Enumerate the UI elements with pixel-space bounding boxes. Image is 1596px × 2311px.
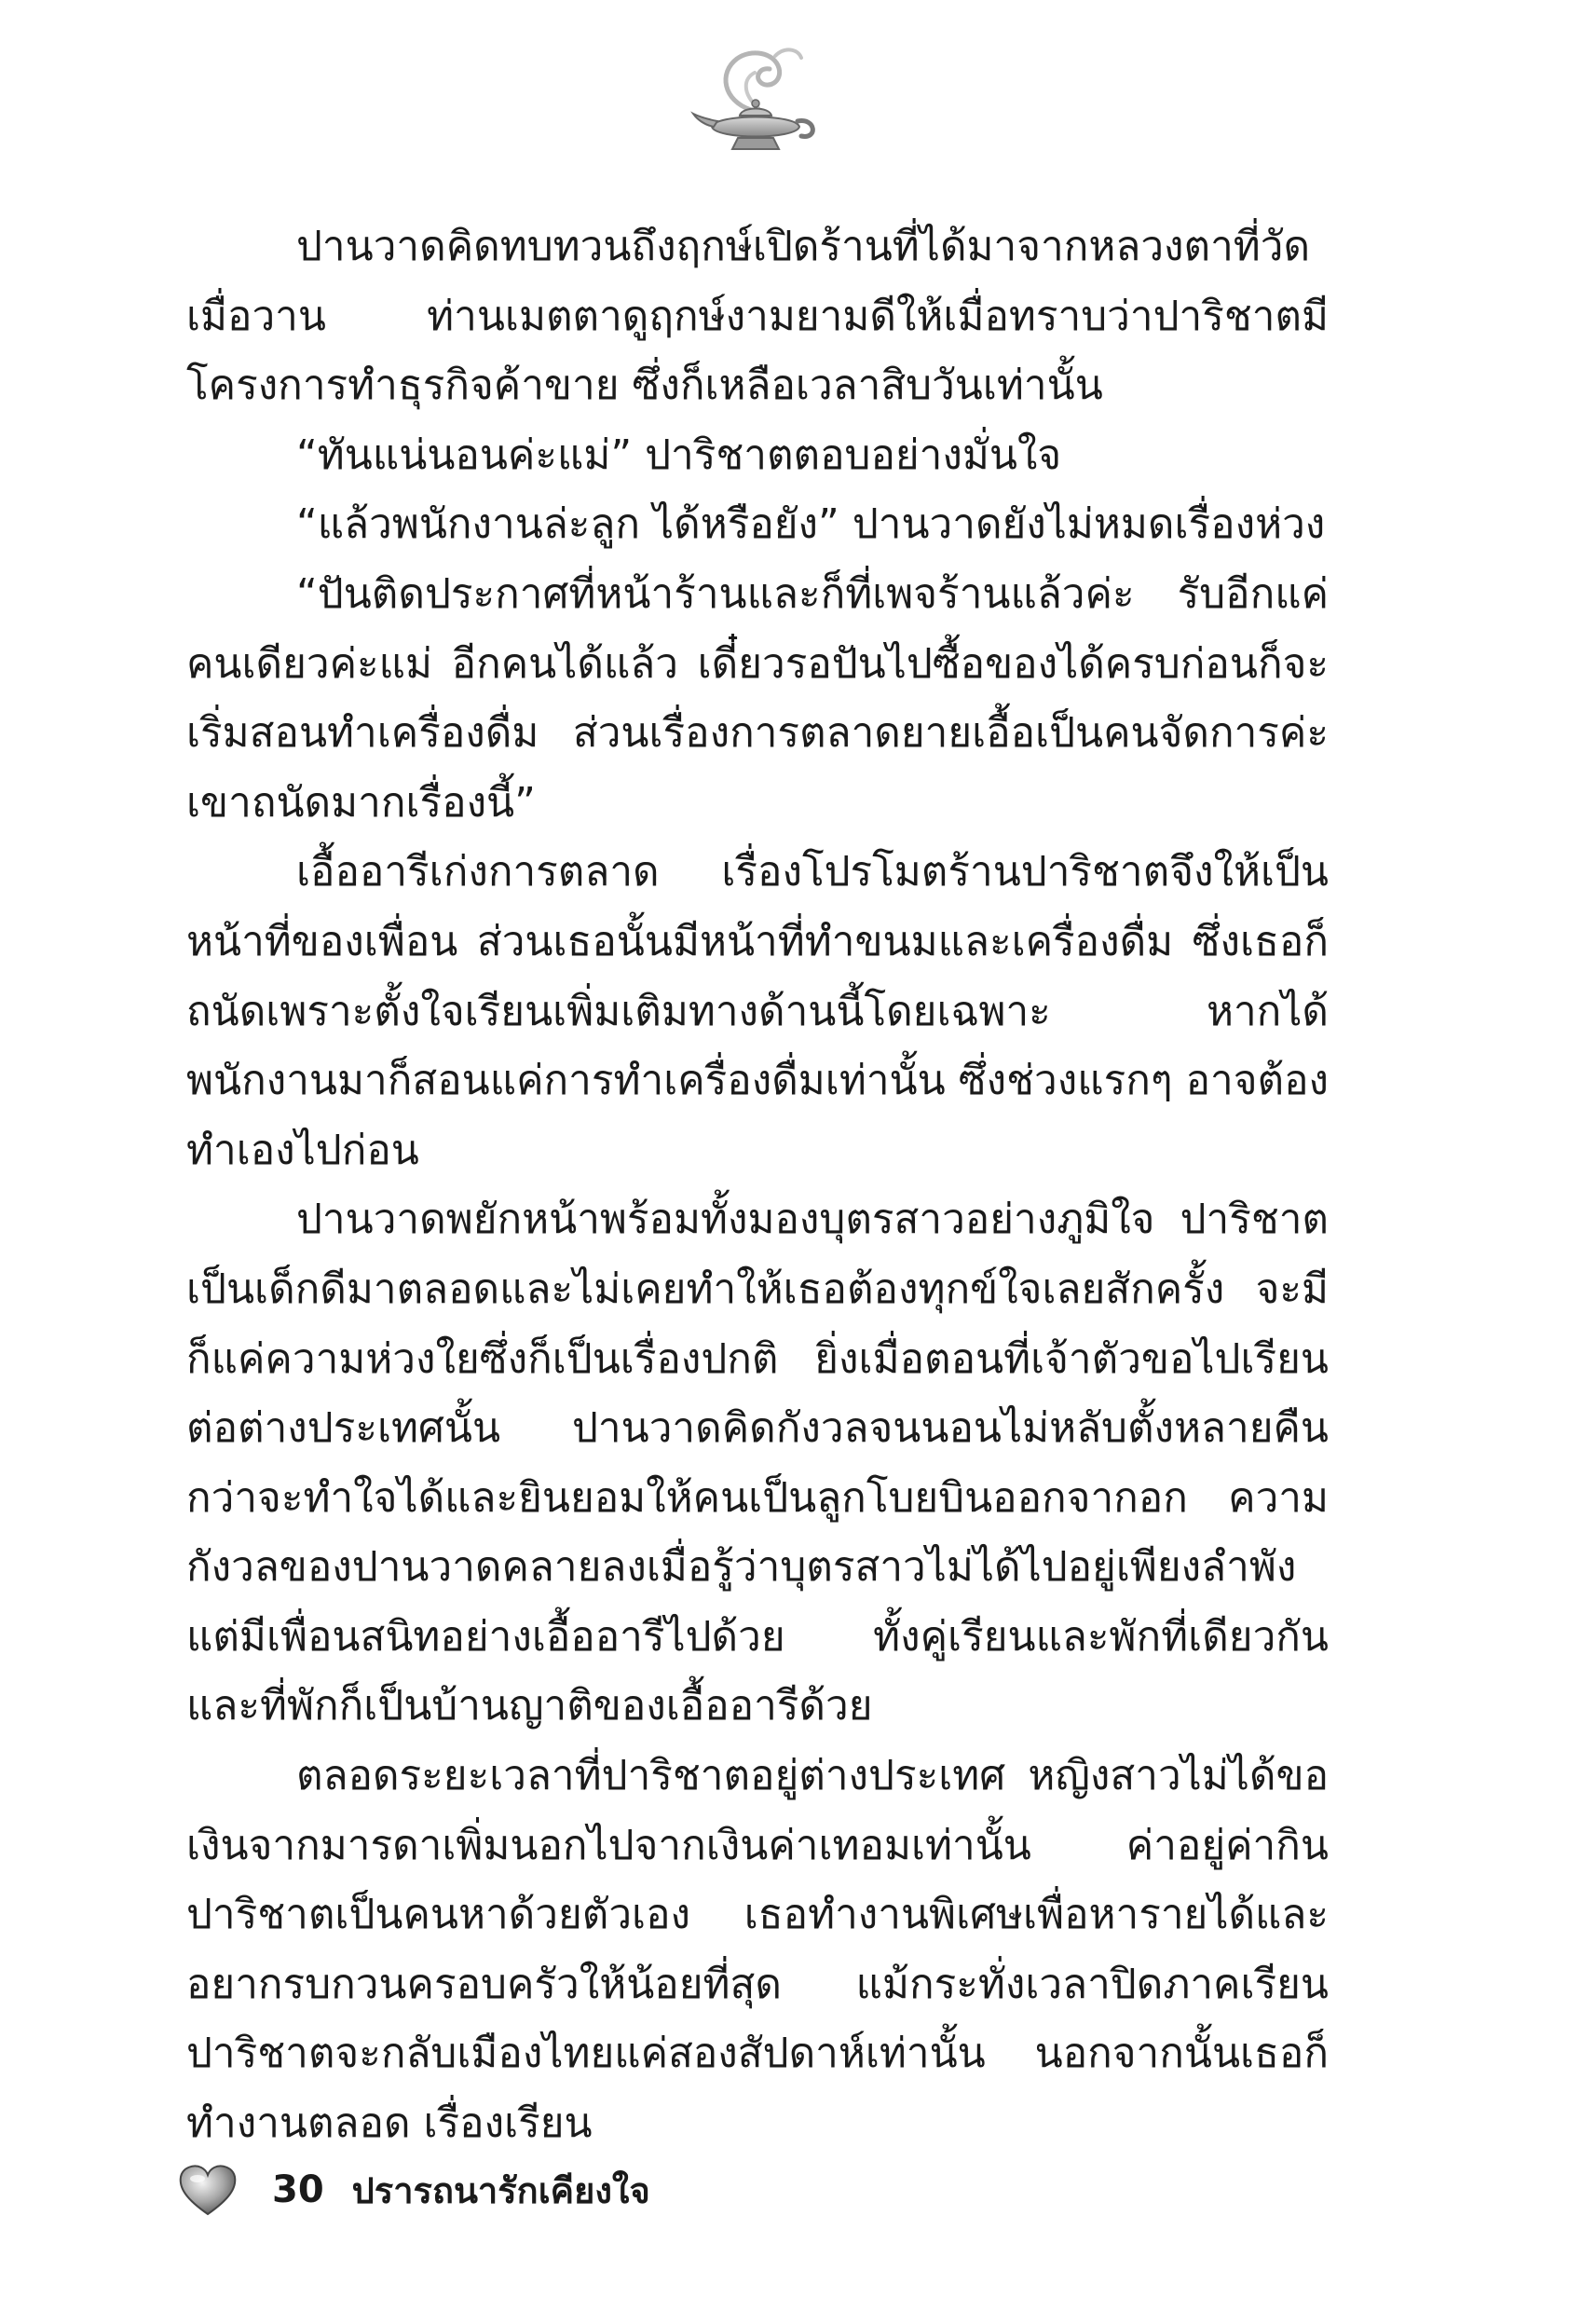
- genie-lamp-icon: [686, 35, 825, 175]
- body-text: [186, 212, 1329, 2159]
- book-title: ปรารถนารักเคียงใจ: [351, 2169, 650, 2211]
- paragraph: ตลอดระยะเวลาที่ปาริชาตอยู่ต่างประเทศ หญิงสาวไม่ได้ขอเงินจากมารดาเพิ่มนอกไปจากเงินค่าเทอมเท่านั้น ค่าอยู่ค่ากินปาริชาตเป็นคนหาด้วยตัวเอง เธอทำงานพิเศษเพื่อหารายได้และอยากรบกวนครอบครัวให้น้อยที่สุด แม้กระทั่งเวลาปิดภาคเรียนปาริชาตจะกลับเมืองไทยแค่สองสัปดาห์เท่านั้น นอกจากนั้นเธอก็ทำงานตลอด เรื่องเรียน: [186, 1752, 1329, 2148]
- page-number: 30: [272, 2168, 324, 2211]
- paragraph: ปานวาดพยักหน้าพร้อมทั้งมองบุตรสาวอย่างภูมิใจ ปาริชาตเป็นเด็กดีมาตลอดและไม่เคยทำให้เธอต้องทุกข์ใจเลยสักครั้ง จะมีก็แค่ความห่วงใยซึ่งก็เป็นเรื่องปกติ ยิ่งเมื่อตอนที่เจ้าตัวขอไปเรียนต่อต่างประเทศนั้น ปานวาดคิดกังวลจนนอนไม่หลับตั้งหลายคืน กว่าจะทำใจได้และยินยอมให้คนเป็นลูกโบยบินออกจากอก ความกังวลของปานวาดคลายลงเมื่อรู้ว่าบุตรสาวไม่ได้ไปอยู่เพียงลำพัง แต่มีเพื่อนสนิทอย่างเอื้ออารีไปด้วย ทั้งคู่เรียนและพักที่เดียวกัน และที่พักก็เป็นบ้านญาติของเอื้ออารีด้วย: [186, 1196, 1329, 1730]
- paragraph: เอื้ออารีเก่งการตลาด เรื่องโปรโมตร้านปาริชาตจึงให้เป็นหน้าที่ของเพื่อน ส่วนเธอนั้นมีหน้าที่ทำขนมและเครื่องดื่ม ซึ่งเธอก็ถนัดเพราะตั้งใจเรียนเพิ่มเติมทางด้านนี้โดยเฉพาะ หากได้พนักงานมาก็สอนแค่การทำเครื่องดื่มเท่านั้น ซึ่งช่วงแรกๆ อาจต้องทำเองไปก่อน: [186, 848, 1329, 1174]
- paragraph: ปานวาดคิดทบทวนถึงฤกษ์เปิดร้านที่ได้มาจากหลวงตาที่วัดเมื่อวาน ท่านเมตตาดูฤกษ์งามยามดีให้เมื่อทราบว่าปาริชาตมีโครงการทำธุรกิจค้าขาย ซึ่งก็เหลือเวลาสิบวันเท่านั้น: [186, 223, 1329, 410]
- paragraph: “ปันติดประกาศที่หน้าร้านและก็ที่เพจร้านแล้วค่ะ รับอีกแค่คนเดียวค่ะแม่ อีกคนได้แล้ว เดี๋ยวรอปันไปซื้อของได้ครบก่อนก็จะเริ่มสอนทำเครื่องดื่ม ส่วนเรื่องการตลาดยายเอื้อเป็นคนจัดการค่ะ เขาถนัดมากเรื่องนี้”: [186, 569, 1329, 827]
- paragraph: “ทันแน่นอนค่ะแม่” ปาริชาตตอบอย่างมั่นใจ: [296, 431, 1062, 479]
- paragraph: “แล้วพนักงานล่ะลูก ได้หรือยัง” ปานวาดยังไม่หมดเรื่องห่วง: [296, 500, 1326, 549]
- page-footer: [177, 2153, 650, 2227]
- heart-icon: [177, 2162, 239, 2218]
